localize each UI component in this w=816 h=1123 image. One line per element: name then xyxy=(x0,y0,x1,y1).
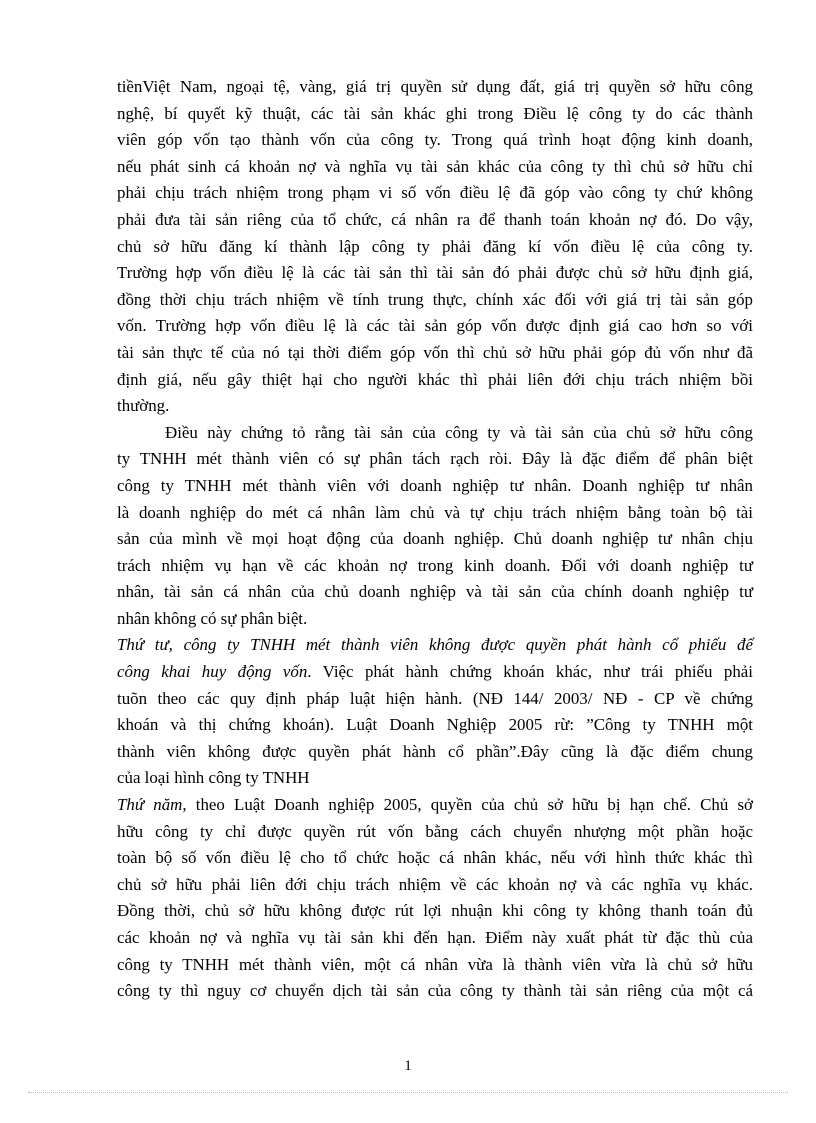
text-line: định giá, nếu gây thiệt hại cho người khác thì phải liên đới chịu trách nhiệm bồi xyxy=(117,369,753,389)
text-line: tuõn theo các quy định pháp luật hiện hành. (NĐ 144/ 2003/ NĐ - CP về chứng xyxy=(117,688,753,708)
text-line: Trường hợp vốn điều lệ là các tài sản thì tài sản đó phải được chủ sở hữu định giá, xyxy=(117,263,753,283)
text-line: vốn. Trường hợp vốn điều lệ là các tài sản góp vốn được định giá cao hơn so với xyxy=(117,316,753,336)
text-run: . Việc phát hành chứng khoán khác, như trái phiếu phải xyxy=(307,662,753,682)
text-line: phải chịu trách nhiệm trong phạm vi số vốn điều lệ đã góp vào công ty chứ không xyxy=(117,183,753,203)
document-body xyxy=(117,74,753,1005)
text-line: toàn bộ số vốn điều lệ cho tổ chức hoặc cá nhân khác, nếu với hình thức khác thì xyxy=(117,848,753,868)
text-line: của loại hình công ty TNHH xyxy=(117,768,310,788)
text-line: đồng thời chịu trách nhiệm về tính trung thực, chính xác đối với giá trị tài sản góp xyxy=(117,289,753,309)
italic-heading-text: Thứ năm xyxy=(117,795,183,815)
text-line: sản của mình về mọi hoạt động của doanh nghiệp. Chủ doanh nghiệp tư nhân chịu xyxy=(117,529,753,549)
page-break-divider xyxy=(28,1092,788,1093)
text-line xyxy=(117,792,753,819)
text-line: nghệ, bí quyết kỹ thuật, các tài sản khác ghi trong Điều lệ công ty do các thành xyxy=(117,103,753,123)
text-line: viên góp vốn tạo thành vốn của công ty. Trong quá trình hoạt động kinh doanh, xyxy=(117,130,753,150)
text-line: Đồng thời, chủ sở hữu không được rút lợi nhuận khi công ty không thanh toán đủ xyxy=(117,901,753,921)
text-line: khoán và thị chứng khoán). Luật Doanh Nghiệp 2005 rừ: ”Công ty TNHH một xyxy=(117,715,753,735)
text-line: ty TNHH mét thành viên có sự phân tách rạch ròi. Đây là đặc điểm để phân biệt xyxy=(117,449,753,469)
text-line: nhân, tài sản cá nhân của chủ doanh nghiệp và tài sản của chính doanh nghiệp tư xyxy=(117,582,753,602)
text-line: chủ sở hữu đăng kí thành lập công ty phải đăng kí vốn điều lệ của công ty. xyxy=(117,236,753,256)
text-line xyxy=(117,632,753,659)
text-line: công ty TNHH mét thành viên, một cá nhân vừa là thành viên vừa là chủ sở hữu xyxy=(117,954,753,974)
italic-heading-text: Thứ tư, công ty TNHH mét thành viên không được quyền phát hành cổ phiếu để xyxy=(117,635,753,655)
text-line: công ty TNHH mét thành viên với doanh nghiệp tư nhân. Doanh nghiệp tư nhân xyxy=(117,475,753,495)
text-line: nhân không có sự phân biệt. xyxy=(117,608,308,628)
text-line: Điều này chứng tỏ rằng tài sản của công ty và tài sản của chủ sở hữu công xyxy=(165,422,753,442)
text-line xyxy=(117,659,753,686)
page-number: 1 xyxy=(404,1058,412,1074)
text-line: trách nhiệm vụ hạn về các khoản nợ trong kinh doanh. Đối với doanh nghiệp tư xyxy=(117,555,753,575)
text-line: phải đưa tài sản riêng của tổ chức, cá nhân ra để thanh toán khoản nợ đó. Do vậy, xyxy=(117,209,753,229)
text-line: công ty thì nguy cơ chuyển dịch tài sản của công ty thành tài sản riêng của một cá xyxy=(117,981,753,1001)
italic-heading-text: công khai huy động vốn xyxy=(117,662,308,682)
text-line: chủ sở hữu phải liên đới chịu trách nhiệm về các khoản nợ và các nghĩa vụ khác. xyxy=(117,874,753,894)
text-line: các khoản nợ và nghĩa vụ tài sản khi đến hạn. Điểm này xuất phát từ đặc thù của xyxy=(117,928,753,947)
text-line: tài sản thực tế của nó tại thời điểm góp vốn thì chủ sở hữu phải góp đủ vốn như đã xyxy=(117,342,753,362)
text-line: hữu công ty chỉ được quyền rút vốn bằng cách chuyển nhượng một phần hoặc xyxy=(117,821,753,841)
text-line: tiềnViệt Nam, ngoại tệ, vàng, giá trị quyền sử dụng đất, giá trị quyền sở hữu công xyxy=(117,77,753,96)
text-line: nếu phát sinh cá khoản nợ và nghĩa vụ tài sản khác của công ty thì chủ sở hữu chỉ xyxy=(117,156,753,176)
text-line: là doanh nghiệp do mét cá nhân làm chủ và tự chịu trách nhiệm bằng toàn bộ tài xyxy=(117,502,753,522)
text-line: thành viên không được quyền phát hành cổ phần”.Đây cũng là đặc điểm chung xyxy=(117,741,753,761)
text-line: thường. xyxy=(117,396,170,416)
text-run: , theo Luật Doanh nghiệp 2005, quyền của chủ sở hữu bị hạn chế. Chủ sở xyxy=(182,795,753,815)
